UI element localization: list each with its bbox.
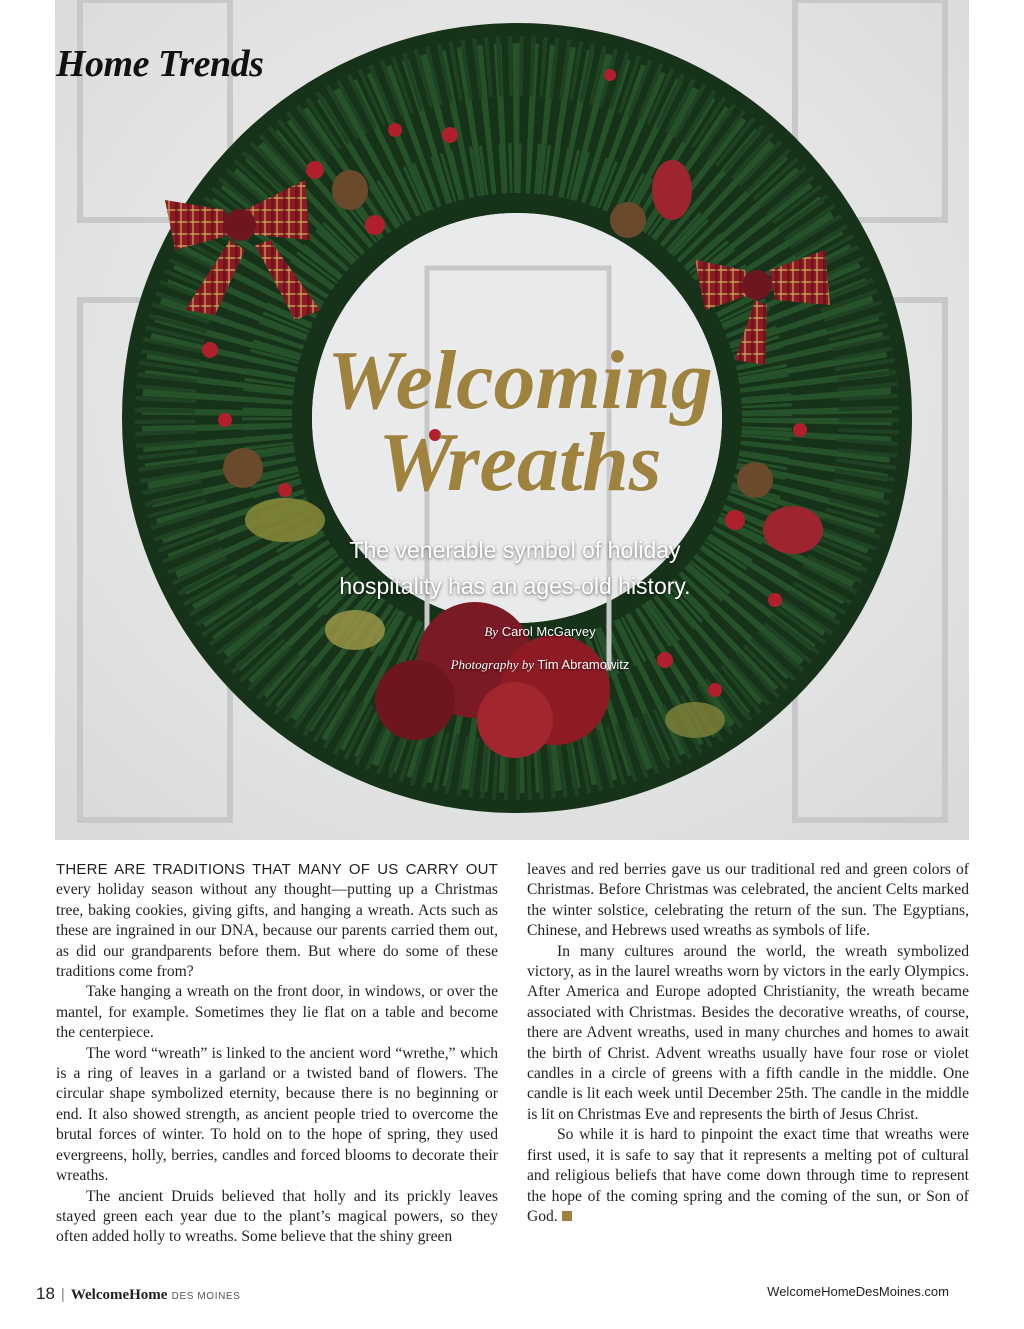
- article-paragraph: In many cultures around the world, the wreath symbolized victory, as in the laurel wreaths worn by victors in the early Olympics. After America and Europe adopted Christianity, the wreath became associated with Christmas. Besides the decorative wreaths, of course, there are Advent wreaths, used in many churches and homes to await the birth of Christ. Advent wreaths usually have four rose or violet candles in a circle of greens with a fifth candle in the middle. One candle is lit each week until December 25th. The candle in the middle is lit on Christmas Eve and represents the birth of Jesus Christ.: [527, 942, 969, 1123]
- section-label: Home Trends: [56, 43, 264, 85]
- article-deck: [230, 532, 800, 604]
- photo-credit-name: Tim Abramowitz: [537, 657, 630, 672]
- paragraph-text: every holiday season without any thought—putting up a Christmas tree, baking cookies, giving gifts, and hanging a wreath. Acts such as these are ingrained in our DNA, because our parents carried them out, as did our grandparents before them. But where do some of these traditions come from?: [56, 881, 498, 981]
- photo-credit: [300, 657, 780, 673]
- footer-website: WelcomeHomeDesMoines.com: [767, 1284, 949, 1299]
- footer-folio: [36, 1284, 240, 1304]
- deck-line-1: The venerable symbol of holiday: [349, 537, 681, 563]
- article-paragraph: The ancient Druids believed that holly and its prickly leaves stayed green each year due to the plant’s magical powers, so they often added holly to wreaths. Some believe that the shiny green: [56, 1187, 498, 1246]
- magazine-brand: WelcomeHome: [70, 1287, 168, 1303]
- byline: [300, 624, 780, 640]
- article-column-right: [527, 860, 969, 1227]
- headline-line-2: Wreaths: [378, 416, 662, 509]
- photo-credit-role: Photography by: [450, 657, 535, 672]
- byline-role: By: [484, 624, 499, 639]
- article-paragraph: [527, 1125, 969, 1227]
- magazine-city: DES MOINES: [171, 1291, 241, 1302]
- headline-line-1: Welcoming: [327, 334, 713, 427]
- article-paragraph: Take hanging a wreath on the front door, in windows, or over the mantel, for example. Sometimes they lie flat on a table and become the centerpiece.: [56, 983, 498, 1042]
- page-number: 18: [36, 1284, 55, 1303]
- deck-line-2: hospitality has an ages-old history.: [339, 573, 691, 599]
- article-column-left: [56, 860, 498, 1248]
- lead-in: THERE ARE TRADITIONS THAT MANY OF US CARRY OUT: [56, 861, 498, 878]
- byline-name: Carol McGarvey: [501, 624, 596, 639]
- article-headline: [240, 334, 800, 509]
- end-mark-icon: [562, 1211, 572, 1221]
- paragraph-text: So while it is hard to pinpoint the exact time that wreaths were first used, it is safe to say that it represents a melting pot of cultural and religious beliefs that have come down through time to represent the hope of the coming spring and the coming of the sun, or Son of God.: [527, 1126, 969, 1225]
- article-paragraph: [56, 860, 498, 982]
- folio-separator: |: [60, 1286, 65, 1303]
- article-paragraph: leaves and red berries gave us our traditional red and green colors of Christmas. Before Christmas was celebrated, the ancient Celts marked the winter solstice, celebrating the return of the sun. The Egyptians, Chinese, and Hebrews used wreaths as symbols of life.: [527, 861, 969, 940]
- article-paragraph: The word “wreath” is linked to the ancient word “wrethe,” which is a ring of leaves in a garland or a twisted band of flowers. The circular shape symbolized eternity, because there is no beginning or end. It also showed strength, as ancient people tried to overcome the brutal forces of winter. To hold on to the hope of spring, they used evergreens, holly, berries, candles and forced blooms to decorate their wreaths.: [56, 1044, 498, 1185]
